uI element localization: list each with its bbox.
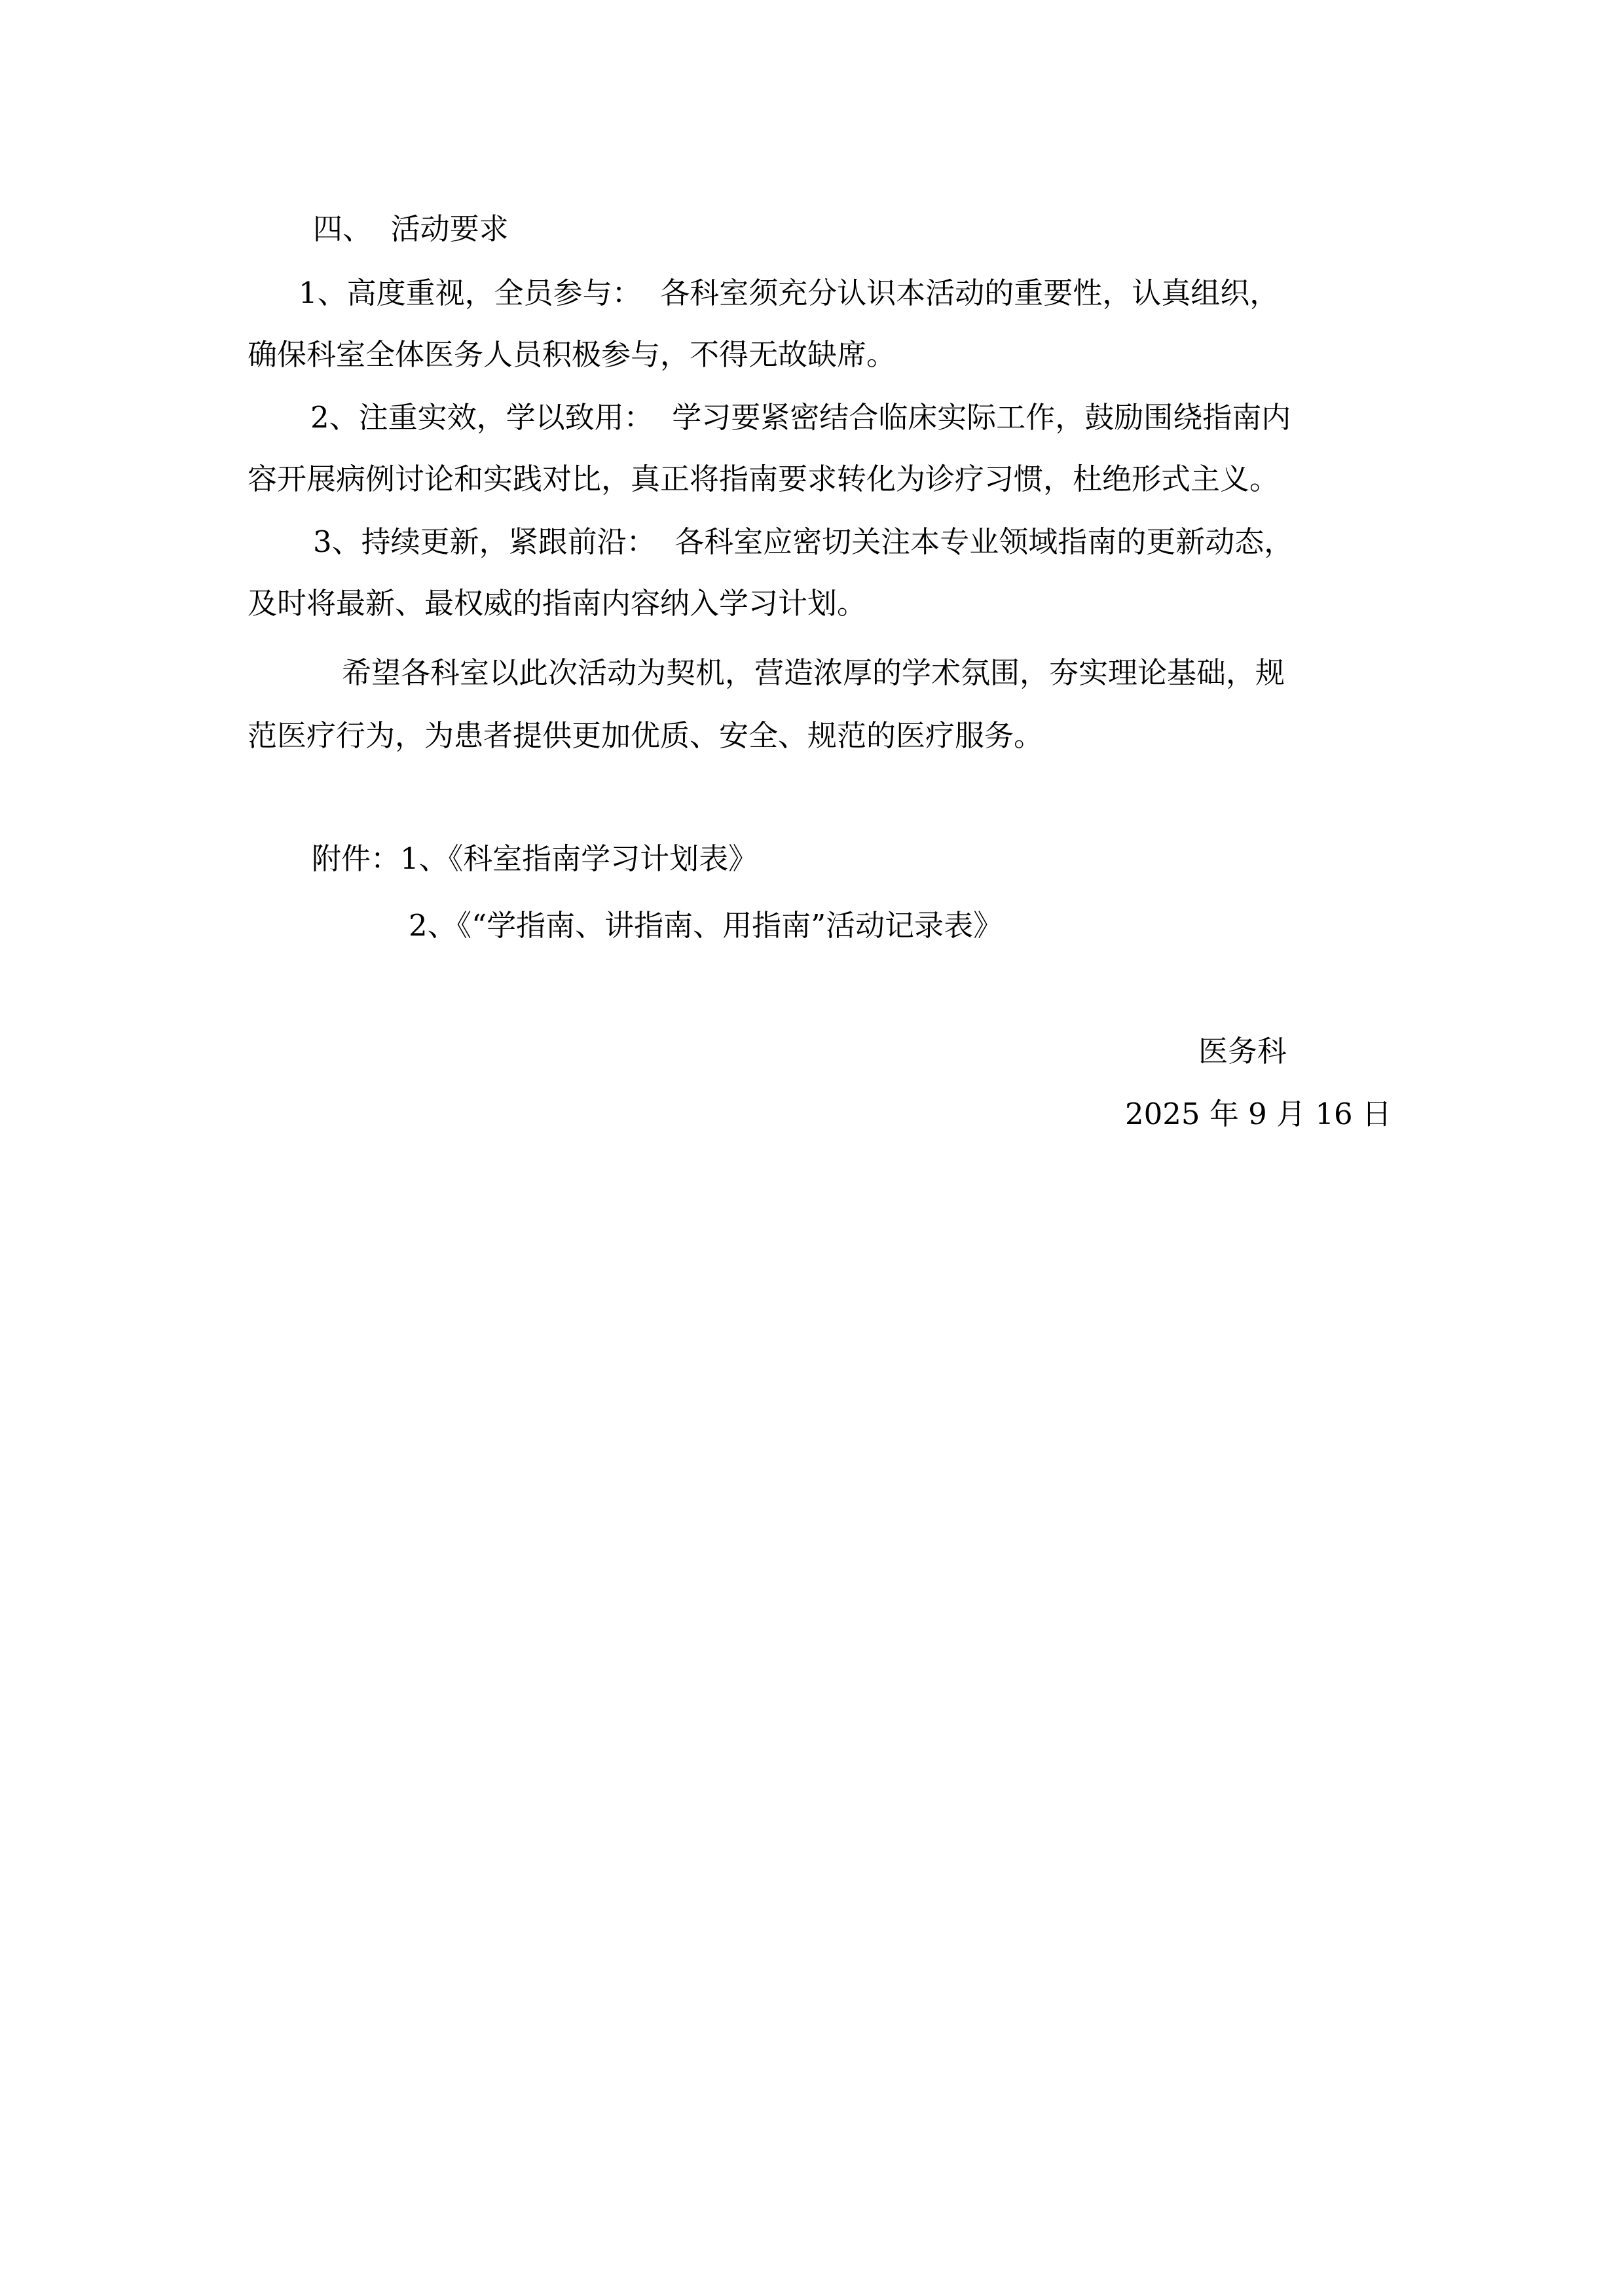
requirement-3-line-1: 3、持续更新，紧跟前沿： 各科室应密切关注本专业领域指南的更新动态， — [313, 524, 1294, 559]
requirement-2-line-1: 2、注重实效，学以致用： 学习要紧密结合临床实际工作，鼓励围绕指南内 — [310, 400, 1291, 435]
requirement-3-line-2: 及时将最新、最权威的指南内容纳入学习计划。 — [248, 586, 867, 621]
requirement-1-line-2: 确保科室全体医务人员积极参与，不得无故缺席。 — [248, 337, 896, 372]
closing-line-2: 范医疗行为，为患者提供更加优质、安全、规范的医疗服务。 — [248, 718, 1044, 753]
attachment-1: 附件：1、《科室指南学习计划表》 — [312, 841, 758, 876]
requirement-1-line-1: 1、高度重视，全员参与： 各科室须充分认识本活动的重要性，认真组织， — [299, 276, 1280, 310]
closing-line-1: 希望各科室以此次活动为契机，营造浓厚的学术氛围，夯实理论基础，规 — [342, 655, 1285, 690]
section-heading: 四、 活动要求 — [313, 211, 509, 246]
signature-date: 2025 年 9 月 16 日 — [1125, 1097, 1392, 1131]
signature-department: 医务科 — [1198, 1034, 1287, 1068]
requirement-2-line-2: 容开展病例讨论和实践对比，真正将指南要求转化为诊疗习惯，杜绝形式主义。 — [248, 462, 1280, 496]
attachment-2: 2、《“学指南、讲指南、用指南”活动记录表》 — [409, 908, 1003, 943]
